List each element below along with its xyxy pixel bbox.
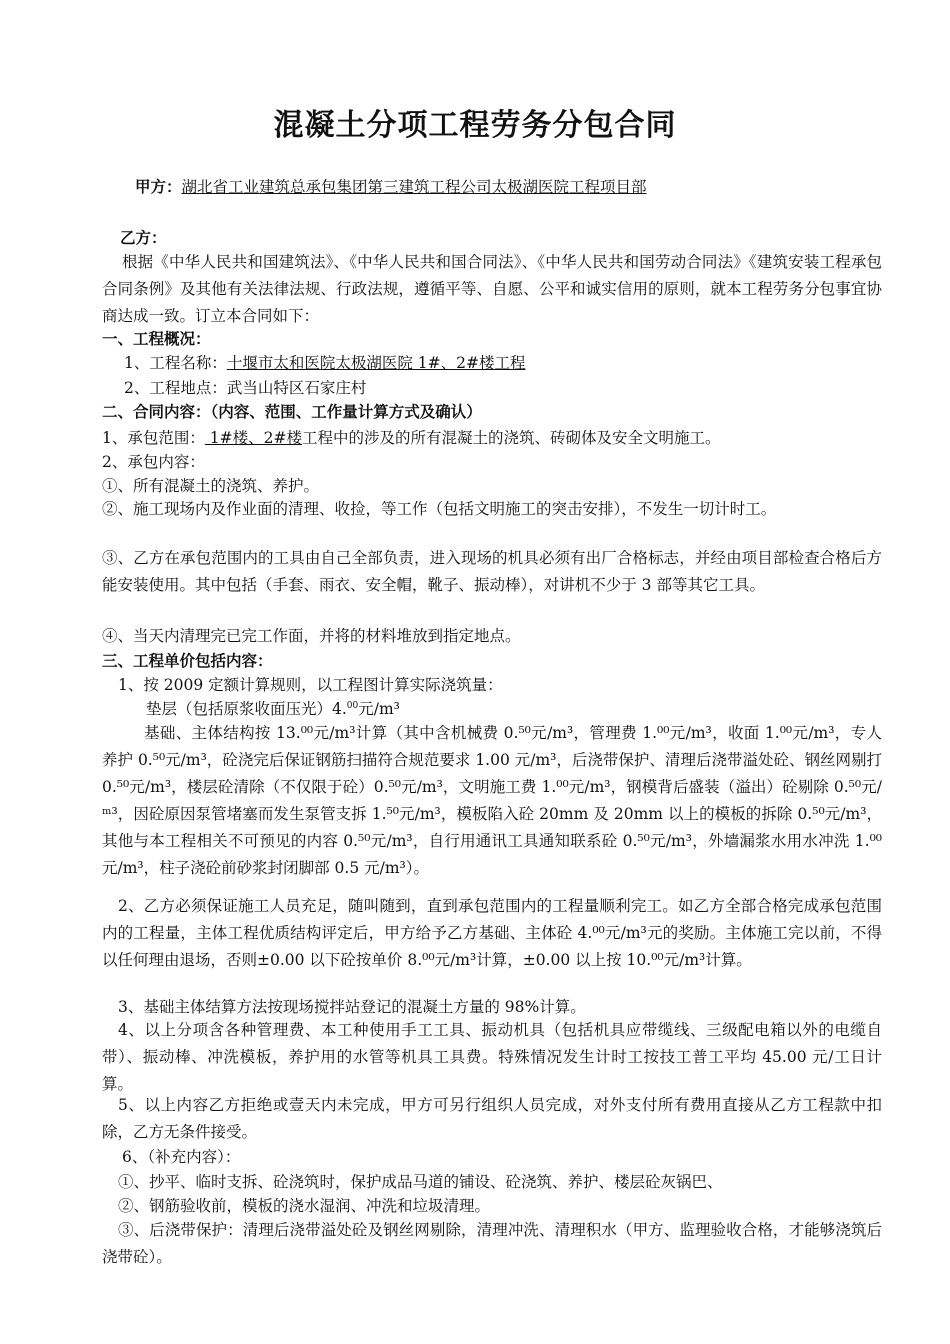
- cushion-layer-price: [146, 697, 926, 721]
- project-name-value: 十堰市太和医院太极湖医院 1#、2#楼工程: [226, 354, 526, 372]
- content-item-3: ③、乙方在承包范围内的工具由自己全部负责，进入现场的机具必须有出厂合格标志，并经由项目部检查合格后方能安装使用。其中包括（手套、雨衣、安全帽，靴子、振动棒），对讲机不少于 3 部等其它工具。: [102, 549, 882, 594]
- cushion-layer-decimal: 00: [346, 701, 359, 711]
- party-a-value: 湖北省工业建筑总承包集团第三建筑工程公司太极湖医院工程项目部: [181, 178, 647, 196]
- scope-rest: 工程中的涉及的所有混凝土的浇筑、砖砌体及安全文明施工。: [302, 429, 721, 447]
- scope-line: [102, 426, 882, 450]
- scope-label: 1、承包范围：: [102, 429, 205, 447]
- project-name-line: [124, 351, 904, 375]
- section-2-heading: 二、合同内容：（内容、范围、工作量计算方式及确认）: [102, 402, 482, 421]
- section-1-heading: 一、工程概况：: [102, 329, 211, 348]
- supplement-heading: 6、（补充内容）：: [122, 1148, 241, 1166]
- content-item-1: ①、所有混凝土的浇筑、养护。: [102, 477, 320, 495]
- cushion-layer-unit: 元/m³: [358, 700, 400, 718]
- party-b-label: 乙方：: [120, 228, 167, 247]
- cushion-layer-text: 垫层（包括原浆收面压光）4.: [146, 700, 347, 718]
- price-rule-2: 2、乙方必须保证施工人员充足，随叫随到，直到承包范围内的工程量顺利完工。如乙方全部合格完成承包范围内的工程量，主体工程优质结构评定后，甲方给予乙方基础、主体砼 4.⁰⁰元/m³元的奖励。主体施工完以前，不得以任何理由退场，否则±0.00 以下砼按单价 8.⁰⁰元/m³计算，±0.00 以上按 10.⁰⁰元/m³计算。: [102, 897, 882, 969]
- content-item-2: ②、施工现场内及作业面的清理、收捡，等工作（包括文明施工的突击安排），不发生一切计时工。: [102, 500, 777, 518]
- scope-value: 1#楼、2#楼: [204, 429, 302, 447]
- supplement-item-3: ③、后浇带保护：清理后浇带溢处砼及钢丝网剔除，清理冲洗、清理积水（甲方、监理验收合格，才能够浇筑后浇带砼）。: [102, 1221, 882, 1266]
- content-label: 2、承包内容：: [102, 453, 205, 471]
- price-rule-1: 1、按 2009 定额计算规则，以工程图计算实际浇筑量：: [118, 676, 503, 694]
- supplement-item-2: ②、钢筋验收前，模板的浇水湿润、冲洗和垃圾清理。: [118, 1197, 491, 1215]
- price-rule-5: 5、以上内容乙方拒绝或壹天内未完成，甲方可另行组织人员完成，对外支付所有费用直接从乙方工程款中扣除，乙方无条件接受。: [102, 1096, 882, 1141]
- section-3-heading: 三、工程单价包括内容：: [102, 651, 273, 670]
- party-a-line: [135, 175, 915, 199]
- price-rule-3: 3、基础主体结算方法按现场搅拌站登记的混凝土方量的 98%计算。: [118, 998, 586, 1016]
- price-rule-4: 4、以上分项含各种管理费、本工种使用手工工具、振动机具（包括机具应带缆线、三级配电箱以外的电缆自带）、振动棒、冲洗模板，养护用的水管等机具工具费。特殊情况发生计时工按技工普工平均 45.00 元/工日计算。: [102, 1021, 882, 1093]
- supplement-item-1: ①、抄平、临时支拆、砼浇筑时，保护成品马道的铺设、砼浇筑、养护、楼层砼灰锅巴、: [118, 1173, 723, 1191]
- intro-paragraph: 根据《中华人民共和国建筑法》、《中华人民共和国合同法》、《中华人民共和国劳动合同法》《建筑安装工程承包合同条例》及其他有关法律法规、行政法规，遵循平等、自愿、公平和诚实信用的原则，就本工程劳务分包事宜协商达成一致。订立本合同如下：: [102, 253, 882, 325]
- project-name-label: 1、工程名称：: [124, 354, 227, 372]
- party-a-label: 甲方：: [135, 177, 182, 196]
- foundation-price-paragraph: 基础、主体结构按 13.⁰⁰元/m³计算（其中含机械费 0.⁵⁰元/m³，管理费 1.⁰⁰元/m³，收面 1.⁰⁰元/m³，专人养护 0.⁵⁰元/m³，砼浇完后保证钢筋扫描符合规范要求 1.00 元/m³，后浇带保护、清理后浇带溢处砼、钢丝网剔打 0.⁵⁰元/m³，楼层砼清除（不仅限于砼）0.⁵⁰元/m³，文明施工费 1.⁰⁰元/m³，钢模背后盛装（溢出）砼剔除 0.⁵⁰元/ᵐ³，因砼原因泵管堵塞而发生泵管支拆 1.⁵⁰元/m³，模板陷入砼 20mm 及 20mm 以上的模板的拆除 0.⁵⁰元/m³，其他与本工程相关不可预见的内容 0.⁵⁰元/m³，自行用通讯工具通知联系砼 0.⁵⁰元/m³，外墙漏浆水用水冲洗 1.⁰⁰元/m³，柱子浇砼前砂浆封闭脚部 0.5 元/m³）。: [102, 724, 882, 877]
- content-item-4: ④、当天内清理完已完工作面，并将的材料堆放到指定地点。: [102, 627, 521, 645]
- project-location: 2、工程地点：武当山特区石家庄村: [124, 379, 367, 397]
- document-title: 混凝土分项工程劳务分包合同: [273, 108, 677, 143]
